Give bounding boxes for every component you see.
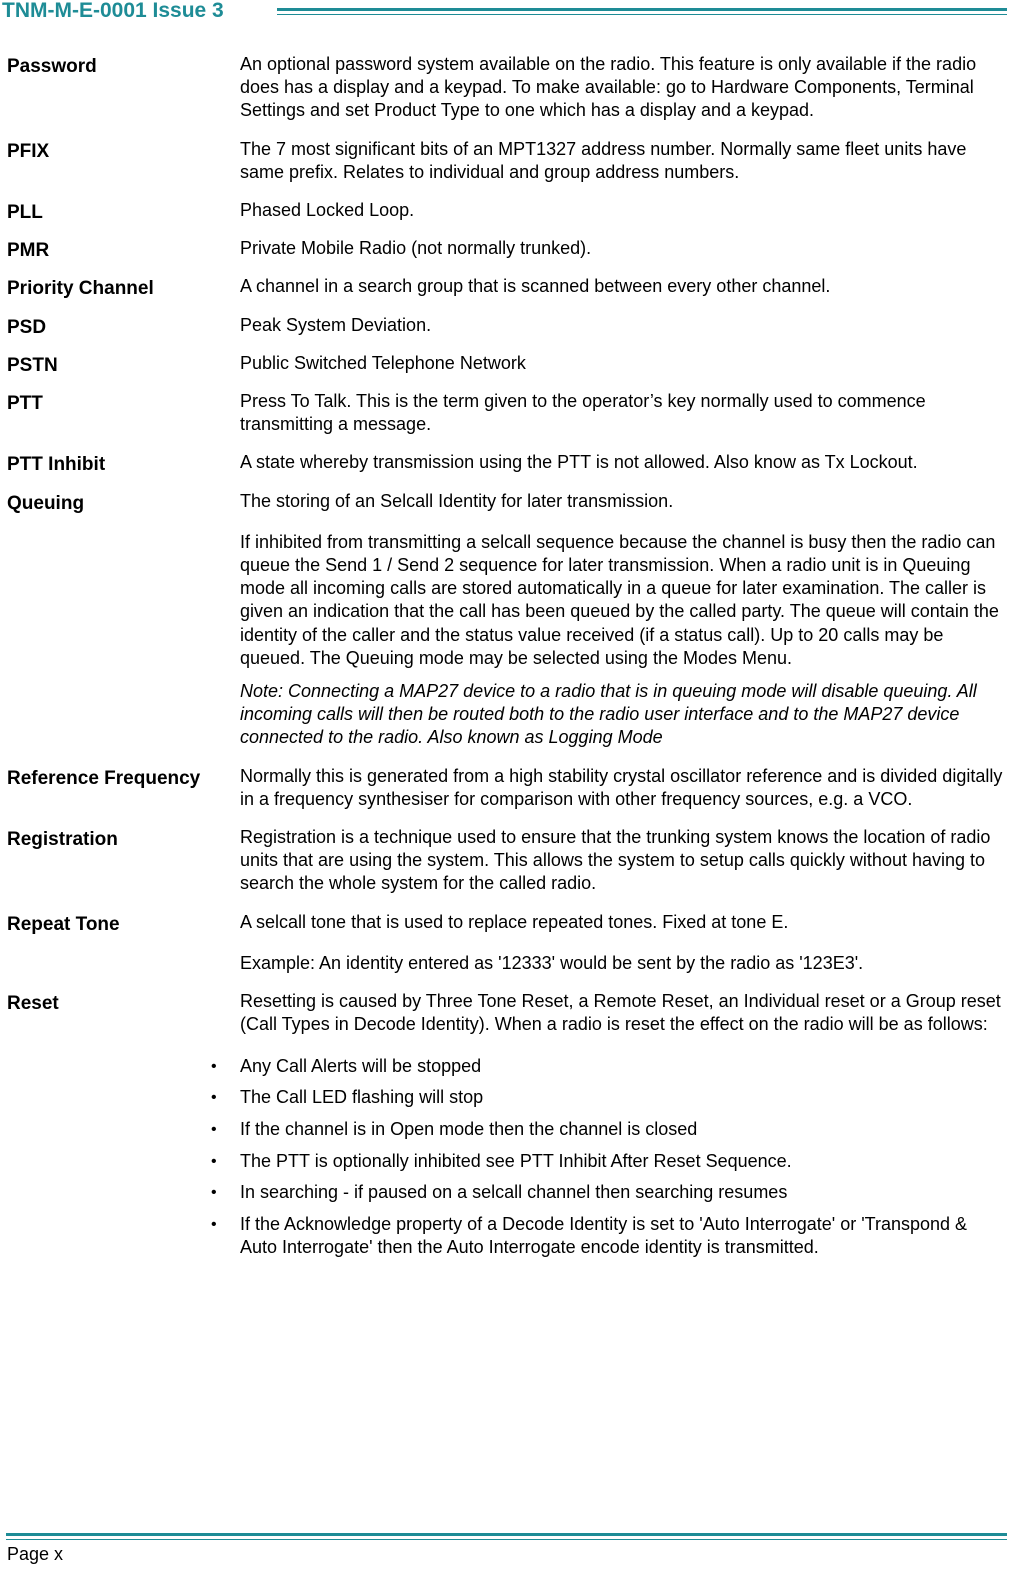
bullet-text: If the channel is in Open mode then the channel is closed — [240, 1118, 698, 1139]
glossary-entry — [7, 990, 1007, 1259]
glossary-entry — [7, 390, 1007, 436]
bullet-dot-icon: • — [211, 1184, 217, 1202]
glossary-definition — [240, 275, 1007, 298]
bullet-text: In searching - if paused on a selcall channel then searching resumes — [240, 1182, 788, 1203]
glossary-definition — [240, 237, 1007, 260]
glossary-entry — [7, 765, 1007, 811]
glossary-term: Reference Frequency — [7, 767, 201, 789]
glossary-entry — [7, 826, 1007, 896]
bullet-dot-icon: • — [211, 1152, 217, 1170]
glossary-term: Repeat Tone — [7, 913, 120, 935]
glossary-term: Password — [7, 56, 97, 77]
header-rule-thin — [277, 14, 1007, 15]
bullet-item — [211, 1086, 1007, 1109]
definition-note: Note: Connecting a MAP27 device to a radio that is in queuing mode will disable queuing. All incoming calls will then be routed both to the radio user interface and to the MAP27 device connected to the radio. Also known as Logging Mode — [240, 681, 977, 748]
glossary-entry — [7, 314, 1007, 337]
bullet-dot-icon: • — [211, 1120, 217, 1138]
bullet-text: If the Acknowledge property of a Decode Identity is set to 'Auto Interrogate' or 'Transpond & Auto Interrogate' then the Auto Interrogate encode identity is transmitted. — [240, 1214, 968, 1258]
definition-paragraph: If inhibited from transmitting a selcall sequence because the channel is busy then the radio can queue the Send 1 / Send 2 sequence for later transmission. When a radio unit is in Queuing mode all incoming calls are stored automatically in a queue for later examination. The caller is given an indication that the call has been queued by the called party. The queue will contain the identity of the caller and the status value received (if a status call). Up to 20 calls may be queued. The Queuing mode may be selected using the Modes Menu. — [240, 531, 999, 668]
definition-paragraph: Example: An identity entered as '12333' would be sent by the radio as '123E3'. — [240, 952, 864, 973]
header-rule-thick — [277, 8, 1007, 11]
bullet-item — [211, 1118, 1007, 1141]
bullet-text: Any Call Alerts will be stopped — [240, 1055, 482, 1076]
bullet-text: The PTT is optionally inhibited see PTT Inhibit After Reset Sequence. — [240, 1150, 792, 1171]
glossary-definition — [240, 911, 1007, 975]
document-title: TNM-M-E-0001 Issue 3 — [2, 0, 224, 22]
footer-rule-thin — [6, 1539, 1007, 1540]
bullet-item — [211, 1213, 1007, 1259]
bullet-list — [211, 1055, 1007, 1260]
definition-paragraph: Public Switched Telephone Network — [240, 352, 526, 373]
glossary-list — [7, 53, 1007, 1274]
definition-paragraph: Normally this is generated from a high stability crystal oscillator reference and is divided digitally in a frequency synthesiser for comparison with other frequency sources, e.g. a VCO. — [240, 765, 1003, 809]
glossary-term: PFIX — [7, 140, 50, 162]
glossary-term: PTT — [7, 393, 43, 415]
bullet-item — [211, 1181, 1007, 1204]
definition-paragraph: An optional password system available on the radio. This feature is only available if the radio does has a display and a keypad. To make available: go to Hardware Components, Terminal Settings and set Product Type to one which has a display and a keypad. — [240, 54, 977, 121]
definition-paragraph: The storing of an Selcall Identity for later transmission. — [240, 490, 674, 511]
glossary-definition — [240, 451, 1007, 474]
glossary-term: PLL — [7, 202, 43, 224]
bullet-item — [211, 1055, 1007, 1078]
definition-paragraph: Peak System Deviation. — [240, 314, 432, 335]
glossary-term: PMR — [7, 240, 50, 262]
definition-paragraph: A channel in a search group that is scanned between every other channel. — [240, 276, 831, 297]
glossary-definition — [240, 390, 1007, 436]
glossary-definition — [240, 53, 1007, 123]
glossary-definition — [240, 826, 1007, 896]
glossary-entry — [7, 352, 1007, 375]
glossary-definition — [240, 352, 1007, 375]
glossary-entry — [7, 490, 1007, 750]
bullet-item — [211, 1150, 1007, 1173]
bullet-dot-icon: • — [211, 1216, 217, 1234]
glossary-term: Queuing — [7, 492, 85, 514]
definition-paragraph: The 7 most significant bits of an MPT1327 address number. Normally same fleet units have same prefix. Relates to individual and group address numbers. — [240, 138, 967, 182]
footer-rule-thick — [6, 1533, 1007, 1536]
definition-paragraph: Press To Talk. This is the term given to the operator’s key normally used to commence transmitting a message. — [240, 391, 926, 435]
page-footer — [0, 1530, 1013, 1584]
glossary-term: PSTN — [7, 354, 58, 376]
page-number: Page x — [7, 1544, 64, 1564]
glossary-entry — [7, 138, 1007, 184]
glossary-definition — [211, 990, 1007, 1259]
definition-paragraph: A state whereby transmission using the PTT is not allowed. Also know as Tx Lockout. — [240, 452, 918, 473]
definition-paragraph: Phased Locked Loop. — [240, 200, 415, 221]
definition-paragraph: Registration is a technique used to ensure that the trunking system knows the location of radio units that are using the system. This allows the system to setup calls quickly without having to search the whole system for the called radio. — [240, 827, 991, 894]
glossary-definition — [240, 314, 1007, 337]
definition-paragraph: Private Mobile Radio (not normally trunked). — [240, 238, 592, 259]
glossary-entry — [7, 911, 1007, 975]
glossary-definition — [240, 199, 1007, 222]
bullet-text: The Call LED flashing will stop — [240, 1087, 484, 1108]
glossary-term: PTT Inhibit — [7, 454, 106, 476]
definition-paragraph: Resetting is caused by Three Tone Reset, a Remote Reset, an Individual reset or a Group reset (Call Types in Decode Identity). When a radio is reset the effect on the radio will be as follows: — [240, 991, 1001, 1035]
glossary-term: Reset — [7, 993, 59, 1015]
glossary-entry — [7, 237, 1007, 260]
bullet-dot-icon: • — [211, 1089, 217, 1107]
glossary-term: Priority Channel — [7, 278, 154, 300]
glossary-entry — [7, 199, 1007, 222]
glossary-term: Registration — [7, 829, 118, 851]
page-header — [0, 0, 1013, 26]
glossary-entry — [7, 275, 1007, 298]
bullet-dot-icon: • — [211, 1057, 217, 1075]
glossary-entry — [7, 451, 1007, 474]
glossary-definition — [240, 138, 1007, 184]
definition-paragraph: A selcall tone that is used to replace repeated tones. Fixed at tone E. — [240, 911, 789, 932]
glossary-entry — [7, 53, 1007, 123]
glossary-definition — [240, 765, 1007, 811]
glossary-definition — [240, 490, 1007, 750]
glossary-term: PSD — [7, 316, 47, 338]
